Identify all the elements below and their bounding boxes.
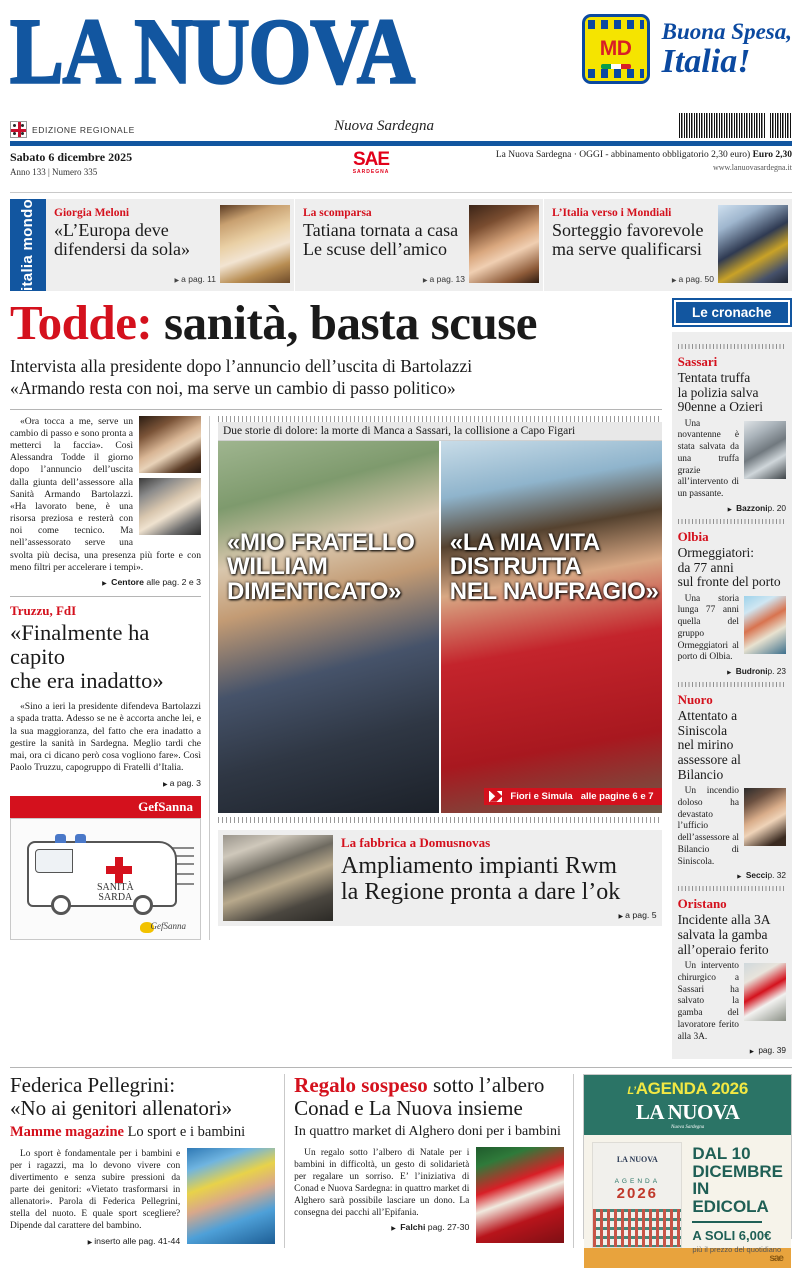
cronache-flow (678, 786, 786, 880)
cronache-title-l1: Incidente alla 3A (677, 912, 771, 928)
pellegrini-page-ref[interactable]: ▶ inserto alle pag. 41-44 (10, 1236, 180, 1248)
cronache-title-l2: salvata la gamba (677, 926, 768, 942)
cronache-kicker: Olbia (677, 528, 709, 544)
agenda-ad-divider (692, 1221, 762, 1223)
section-tab-italia-mondo[interactable] (10, 199, 46, 291)
cronache-divider (678, 682, 786, 687)
dateline-left (10, 150, 250, 177)
dateline-rule (10, 192, 792, 193)
cronache-title (678, 913, 786, 957)
cronache-title (678, 371, 786, 415)
top-strip-title-l1: Sorteggio favorevole (552, 220, 704, 240)
cronache-title-l3: sul fronte del porto (677, 574, 781, 590)
regalo-byline-page: pag. 27-30 (425, 1221, 470, 1232)
cronache-divider (678, 344, 786, 349)
regalo-photo (476, 1147, 564, 1243)
cronache-title (678, 709, 786, 782)
lead-byline[interactable] (10, 577, 201, 587)
dateline-right (492, 150, 792, 172)
cronache-kicker: Nuoro (677, 692, 713, 708)
agenda-ad-header (584, 1075, 791, 1135)
photo-headline-left (227, 528, 415, 606)
lead-headline-red: Todde: (10, 295, 153, 350)
cartoonist-signature: GefSanna (150, 921, 186, 932)
agenda-ad-title-prefix: L’ (627, 1085, 636, 1098)
cronache-title-l2: da 77 anni (677, 559, 734, 575)
photo-credit-bar[interactable] (484, 788, 661, 805)
regalo-body (294, 1147, 469, 1243)
md-slogan-line1: Buona Spesa, (661, 18, 792, 44)
agenda-ad-brand-sub: Nuova Sardegna (671, 1125, 705, 1131)
masthead-logo-block (10, 0, 480, 135)
agenda-ad-body (584, 1135, 791, 1255)
top-strip-item-scomparsa[interactable] (295, 199, 544, 291)
domusnovas-title-l2: la Regione pronta a dare l’ok (341, 879, 621, 906)
gefsanna-cartoon (10, 818, 201, 940)
top-strip-title (552, 221, 712, 259)
edition-label: EDIZIONE REGIONALE (32, 124, 135, 135)
truzzu-rule (10, 596, 201, 597)
cronache-body-text: Un incendio doloso ha devastato l’ufficio dell’assessore al Bilancio di Siniscola. (677, 786, 739, 867)
agenda-ad-price-note: più il prezzo del quotidiano (692, 1245, 782, 1255)
agenda-ad-copy-l2: DICEMBRE (692, 1161, 783, 1181)
domusnovas-kicker: La fabbrica a Domusnovas (341, 834, 491, 850)
publication-date: Sabato 6 dicembre 2025 (10, 150, 133, 164)
portrait-bartolazzi (139, 478, 201, 535)
photo-headline-left-l1: «MIO FRATELLO (227, 528, 415, 556)
photo-headline-left-l3: DIMENTICATO» (227, 578, 402, 606)
regalo-byline[interactable] (294, 1222, 469, 1234)
truzzu-page-ref[interactable]: ▶ a pag. 3 (10, 778, 201, 788)
bottom-row (10, 1067, 792, 1264)
cronache-item-oristano[interactable] (678, 886, 786, 1055)
agenda-book-year: 2026 (616, 1185, 659, 1203)
cronache-byline[interactable] (678, 503, 786, 513)
top-strip-title-l1: «L’Europa deve (54, 220, 169, 240)
lead-headline (10, 295, 662, 350)
photo-bottom-perforation (218, 817, 662, 823)
agenda-ad-copy (682, 1135, 791, 1255)
sae-logo-sub: SARDEGNA (352, 169, 390, 175)
regalo-byline-name: Falchi (400, 1221, 426, 1232)
photo-pair (218, 441, 662, 813)
pellegrini-kicker-rest: Lo sport e i bambini (123, 1123, 246, 1140)
cronache-title-l1: Ormeggiatori: (677, 544, 755, 560)
photo-credit-pages: alle pagine 6 e 7 (580, 790, 654, 802)
agenda-book-label: AGENDA (614, 1178, 661, 1186)
cronache-byline[interactable] (678, 1045, 786, 1055)
top-strip-kicker: La scomparsa (303, 207, 372, 219)
top-strip-photo-tatiana (469, 205, 539, 283)
photo-caption-bar: Due storie di dolore: la morte di Manca a Sassari, la collisione a Capo Figari (218, 422, 662, 441)
top-strip-photo-mondiali (718, 205, 788, 283)
domusnovas-title-l1: Ampliamento impianti Rwm (341, 852, 617, 879)
top-strip-page-ref: ▶ a pag. 50 (672, 274, 714, 284)
top-strip-page-ref: ▶ a pag. 13 (423, 274, 465, 284)
newspaper-logo: LA NUOVA (10, 0, 415, 104)
sae-logo-word: SAE (352, 149, 390, 170)
pellegrini-photo (187, 1148, 275, 1244)
agenda-book-logo: LA NUOVA (616, 1155, 658, 1165)
top-strip-photo-meloni (220, 205, 290, 283)
cronache-body-text: Un intervento chirurgico a Sassari ha salvato la gamba del lavoratore ferito alla 3A. (677, 961, 739, 1042)
cronache-title (678, 546, 786, 590)
pellegrini-title-l1: Federica Pellegrini: (10, 1073, 176, 1098)
photo-headline-right-l1: «LA MIA VITA (449, 528, 600, 556)
barcode-main-icon (679, 113, 765, 138)
agenda-ad-sae-logo: sae (769, 1252, 783, 1264)
truzzu-title-l1: «Finalmente ha capito (10, 619, 150, 670)
sardinia-flag-icon (10, 121, 27, 138)
price-note: La Nuova Sardegna · OGGI - abbinamento obbligatorio 2,30 euro) (495, 150, 751, 160)
md-brand-label: MD (599, 37, 632, 60)
regalo-subtitle: In quattro market di Alghero doni per i bambini (294, 1123, 561, 1139)
cronache-item-nuoro[interactable] (678, 682, 786, 880)
pellegrini-article[interactable] (10, 1074, 285, 1247)
cronache-byline-name: Budroni (735, 666, 768, 677)
gefsanna-bar: GefSanna (10, 796, 201, 818)
truzzu-body (10, 701, 201, 774)
cronache-byline-page: pag. 39 (758, 1045, 786, 1056)
dateline (10, 146, 792, 188)
cronache-title-l1: Tentata truffa (677, 370, 751, 385)
cronache-flow (678, 419, 786, 513)
top-strip-kicker: Giorgia Meloni (54, 207, 130, 219)
cronache-byline-page: p. 20 (767, 502, 786, 513)
domusnovas-page-ref[interactable]: ▶ a pag. 5 (341, 910, 657, 920)
truzzu-kicker: Truzzu, FdI (10, 602, 77, 618)
pellegrini-flow (10, 1148, 275, 1248)
issue-number: Anno 133 | Numero 335 (10, 167, 98, 177)
tab-line2: mondo (19, 199, 37, 251)
regalo-body-text: Un regalo sotto l’albero di Natale per i bambini in difficoltà, un gesto di solidarietà per regalare un sorriso. E’ l’iniziativa di Conad e Nuova Sardegna: in quattro market di Alghero sarà possibile lasciare un dono. La consegna dei pacchi all’Epifania. (294, 1147, 470, 1218)
regalo-title-red: Regalo sospeso (294, 1073, 428, 1098)
regalo-title (294, 1074, 564, 1119)
top-strip-title-l2: difendersi da sola» (54, 239, 190, 260)
md-logo-icon (582, 14, 650, 84)
domusnovas-title (341, 853, 657, 906)
cartoon-text-l1: SANITÀ (97, 882, 134, 894)
pellegrini-kicker-bold: Mamme magazine (10, 1123, 124, 1140)
dateline-center (250, 150, 492, 175)
lead-subhead-l2: «Armando resta con noi, ma serve un cambio di passo politico» (10, 377, 456, 398)
center-column (210, 416, 662, 940)
lead-rule (10, 409, 662, 410)
pellegrini-body-text: Lo sport è fondamentale per i bambini e per i ragazzi, ma lo devono vivere con divertimento e senza subire pressioni da parte dei genitori: «Vietato trasformarsi in allenatori». Parola di Federica Pellegrini, stella del nuoto. E quale sport scegliere? Dipende dal carattere del bambino. (10, 1148, 181, 1231)
md-slogan-line2: Italia! (661, 42, 751, 80)
cronache-thumb-ambulance (744, 963, 786, 1021)
tab-line1: italia (19, 254, 37, 291)
lead-byline-name: Centore (111, 576, 144, 587)
lead-subhead-l1: Intervista alla presidente dopo l’annuncio dell’uscita di Bartolazzi (10, 356, 473, 376)
cronache-thumb-face (744, 788, 786, 846)
agenda-ad-title (584, 1079, 791, 1099)
lead-byline-rest: alle pag. 2 e 3 (144, 576, 201, 587)
lead-body-text: «Ora tocca a me, serve un cambio di passo e sono pronta a metterci la faccia». Così Alessandra Todde il giorno dopo l’annuncio dell’uscita dalla giunta dell’assessore alla Sanità Armando Bartolazzi. «Ha lavorato bene, è una risorsa preziosa e resterà con noi come tecnico. Ma nell’assessorato serve una svolta più decisa, una presenza più forte e con meno filtri per accelerare i tempi». (10, 415, 201, 573)
newspaper-logo-subtitle: Nuova Sardegna (334, 118, 434, 135)
lead-columns (10, 416, 662, 940)
ambulance-icon (27, 841, 177, 907)
cronache-title-l2: nel mirino (677, 737, 734, 753)
agenda-ad-column (574, 1074, 792, 1264)
double-arrow-icon (489, 791, 502, 802)
agenda-ad-title-main: AGENDA 2026 (635, 1079, 748, 1099)
lead-portrait-stack (139, 416, 201, 540)
cronache-item-olbia[interactable] (678, 519, 786, 676)
cronache-body-text: Una storia lunga 77 anni quella del gruppo Ormeggiatori al porto di Olbia. (677, 593, 739, 663)
top-strip-title-l2: Le scuse dell’amico (303, 239, 447, 260)
cartoon-text-l2: SARDA (98, 892, 133, 904)
agenda-book-pattern (593, 1209, 681, 1247)
cronache-byline-page: p. 32 (767, 870, 786, 881)
top-strip-title-l1: Tatiana tornata a casa (303, 220, 459, 240)
top-strip-title (303, 221, 463, 259)
lead-subhead (10, 356, 662, 400)
cronache-thumb-atm (744, 421, 786, 479)
main-left-column (10, 295, 662, 1059)
truzzu-body-text: «Sino a ieri la presidente difendeva Bartolazzi a spada tratta. Adesso se ne è accorta anche lei, e la sua maggioranza, del fatto che era inadatto a gestire la sanità in Sardegna. Meglio tardi che mai, ora ci dicano però cosa vogliono fare». Così Paolo Truzzu, capogruppo di Fratelli d’Italia. (10, 701, 201, 774)
regalo-title-l1 (294, 1074, 564, 1097)
cronache-item-sassari[interactable] (678, 344, 786, 513)
regalo-title-rest: sotto l’albero (427, 1073, 545, 1098)
cronache-byline-name: Bazzoni (736, 502, 768, 513)
top-strip-item-mondiali[interactable] (544, 199, 792, 291)
cronache-header: Le cronache (676, 302, 788, 323)
top-strip-kicker: L’Italia verso i Mondiali (552, 207, 672, 219)
photo-headline-right (449, 528, 659, 606)
cronache-title-l1: Attentato a Siniscola (677, 708, 738, 738)
agenda-ad-copy-lines (692, 1145, 783, 1215)
photo-headline-left-l2: WILLIAM (227, 553, 328, 581)
barcode-secondary-icon (770, 113, 792, 138)
barcode-group (679, 113, 792, 138)
md-advertisement[interactable] (480, 8, 792, 84)
top-strip-page-ref: ▶ a pag. 11 (175, 274, 216, 284)
regalo-article[interactable] (285, 1074, 574, 1247)
agenda-ad-price: A SOLI 6,00€ (692, 1228, 772, 1244)
website-url[interactable]: www.lanuovasardegna.it (712, 163, 792, 172)
top-strip-item-meloni[interactable] (46, 199, 295, 291)
photo-manca[interactable] (218, 441, 439, 813)
pellegrini-kicker-line (10, 1124, 275, 1141)
main-content (10, 295, 792, 1059)
cronache-sidebar (672, 298, 792, 1059)
agenda-ad-copy-l3: IN EDICOLA (692, 1179, 769, 1216)
cronache-byline[interactable] (678, 870, 786, 880)
agenda-book-cover (592, 1142, 682, 1248)
top-strip-title (54, 221, 214, 259)
cronache-flow (678, 594, 786, 677)
cronache-flow (678, 961, 786, 1055)
cronache-title-l3: 90enne a Ozieri (677, 399, 764, 415)
cronache-byline-name: Secci (745, 870, 768, 881)
sae-publisher-logo (353, 150, 390, 175)
photo-headline-right-l3: NEL NAUFRAGIO» (449, 578, 659, 606)
agenda-ad-copy-l1: DAL 10 (692, 1144, 751, 1164)
cronache-divider (678, 886, 786, 891)
left-narrow-column (10, 416, 210, 940)
photo-headline-right-l2: DISTRUTTA (449, 553, 582, 581)
italy-flag-icon (601, 64, 631, 69)
cronache-list (672, 332, 792, 1059)
cronache-title-l3: all’operaio ferito (677, 941, 769, 957)
cronache-thumb-port (744, 596, 786, 654)
domusnovas-text (341, 835, 657, 921)
top-news-strip (10, 199, 792, 291)
cronache-kicker: Oristano (677, 896, 727, 912)
price-value: Euro 2,30 (752, 150, 792, 160)
truzzu-title-l2: che era inadatto» (10, 668, 164, 694)
cronache-title-l3: assessore al Bilancio (677, 751, 741, 782)
pellegrini-body (10, 1148, 180, 1248)
pellegrini-title-l2: «No ai genitori allenatori» (10, 1096, 233, 1121)
regalo-title-l2: Conad e La Nuova insieme (294, 1096, 523, 1121)
cronache-header-frame (672, 298, 792, 327)
lead-headline-black: sanità, basta scuse (152, 295, 538, 350)
cronache-byline[interactable] (678, 666, 786, 676)
md-slogan (662, 20, 792, 79)
domusnovas-article[interactable] (218, 830, 662, 926)
photo-credit-authors: Fiori e Simula (510, 790, 573, 802)
truzzu-title (10, 621, 201, 693)
agenda-advertisement[interactable] (583, 1074, 792, 1264)
cronache-divider (678, 519, 786, 524)
cronache-byline-page: p. 23 (767, 666, 786, 677)
photo-naufragio[interactable] (441, 441, 662, 813)
portrait-todde (139, 416, 201, 473)
cronache-kicker: Sassari (677, 354, 718, 369)
cronache-title-l2: la polizia salva (677, 384, 759, 400)
agenda-ad-brand: LA NUOVA (635, 1100, 740, 1125)
regalo-flow (294, 1147, 564, 1243)
pellegrini-title (10, 1074, 275, 1119)
domusnovas-photo (223, 835, 333, 921)
cronache-body-text: Una novantenne è stata salvata da una truffa grazie all’intervento di un passante. (677, 418, 739, 500)
top-strip-title-l2: ma serve qualificarsi (552, 239, 702, 260)
